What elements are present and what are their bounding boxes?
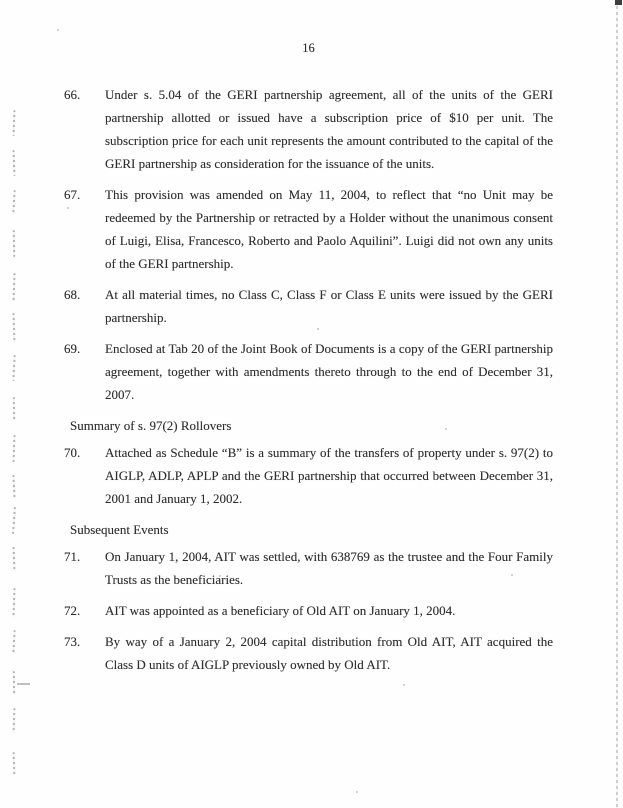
binding-smudge-mark (12, 190, 15, 215)
paragraph-text: Attached as Schedule “B” is a summary of the transfers of property under s. 97(2) to AIGLP, ADLP, APLP and the GERI partnership that occurred between December 31, 2001 and January 1, 2002. (105, 445, 553, 506)
numbered-paragraph (64, 545, 553, 591)
document-content (64, 40, 553, 684)
numbered-paragraph (64, 283, 553, 329)
section-heading: Summary of s. 97(2) Rollovers (70, 418, 232, 433)
binding-smudge-mark (12, 273, 15, 302)
binding-smudge-mark (13, 230, 15, 257)
paragraph-number: 67. (64, 187, 81, 202)
paragraph-text: On January 1, 2004, AIT was settled, with 638769 as the trustee and the Four Family Trusts as the beneficiaries. (105, 549, 553, 587)
paragraph-text: This provision was amended on May 11, 2004, to reflect that “no Unit may be redeemed by the Partnership or retracted by a Holder without the unanimous consent of Luigi, Elisa, Francesco, Roberto and Paolo Aquilini”. Luigi did not own any units of the GERI partnership. (105, 187, 553, 271)
paragraph-text: By way of a January 2, 2004 capital distribution from Old AIT, AIT acquired the Class D units of AIGLP previously owned by Old AIT. (105, 634, 553, 672)
binding-tick-mark (17, 683, 30, 685)
document-body (64, 83, 553, 676)
binding-smudge-mark (12, 630, 15, 654)
binding-smudge-mark (12, 475, 15, 499)
paragraph-number: 66. (64, 87, 81, 102)
paragraph-number: 68. (64, 287, 81, 302)
paragraph-text: AIT was appointed as a beneficiary of Old AIT on January 1, 2004. (105, 603, 456, 618)
paragraph-text: Under s. 5.04 of the GERI partnership agreement, all of the units of the GERI partnership allotted or issued have a subscription price of $10 per unit. The subscription price for each unit represents the amount contributed to the capital of the GERI partnership as consideration for the issuance of the units. (105, 87, 553, 171)
scan-corner-mark (615, 0, 622, 5)
binding-smudge-mark (13, 547, 16, 572)
binding-smudge-mark (13, 110, 16, 136)
scan-speck (403, 684, 405, 686)
binding-smudge-mark (13, 397, 15, 420)
paragraph-number: 73. (64, 634, 81, 649)
page-number: 16 (302, 41, 315, 55)
paragraph-number: 69. (64, 341, 81, 356)
page-edge-line (616, 0, 618, 808)
paragraph-number: 72. (64, 603, 81, 618)
binding-smudge-mark (13, 435, 16, 462)
binding-smudge-mark (12, 588, 15, 617)
binding-smudge-mark (13, 671, 15, 695)
paragraph-text: At all material times, no Class C, Class F or Class E units were issued by the GERI partnership. (105, 287, 553, 325)
paragraph-text: Enclosed at Tab 20 of the Joint Book of Documents is a copy of the GERI partnership agreement, together with amendments thereto through to the end of December 31, 2007. (105, 341, 553, 402)
numbered-paragraph (64, 183, 553, 275)
binding-smudge-mark (13, 752, 16, 775)
binding-smudge-mark (12, 313, 15, 343)
numbered-paragraph (64, 337, 553, 406)
paragraph-number: 71. (64, 549, 81, 564)
scan-speck (356, 791, 358, 793)
paragraph-number: 70. (64, 445, 81, 460)
numbered-paragraph (64, 441, 553, 510)
binding-smudge-mark (12, 507, 16, 534)
numbered-paragraph (64, 83, 553, 175)
numbered-paragraph (64, 630, 553, 676)
numbered-paragraph (64, 599, 553, 622)
binding-smudge-mark (12, 355, 15, 381)
section-heading: Subsequent Events (70, 522, 169, 537)
binding-smudge-mark (13, 150, 16, 176)
scan-speck (57, 29, 59, 31)
binding-smudge-mark (13, 708, 16, 733)
